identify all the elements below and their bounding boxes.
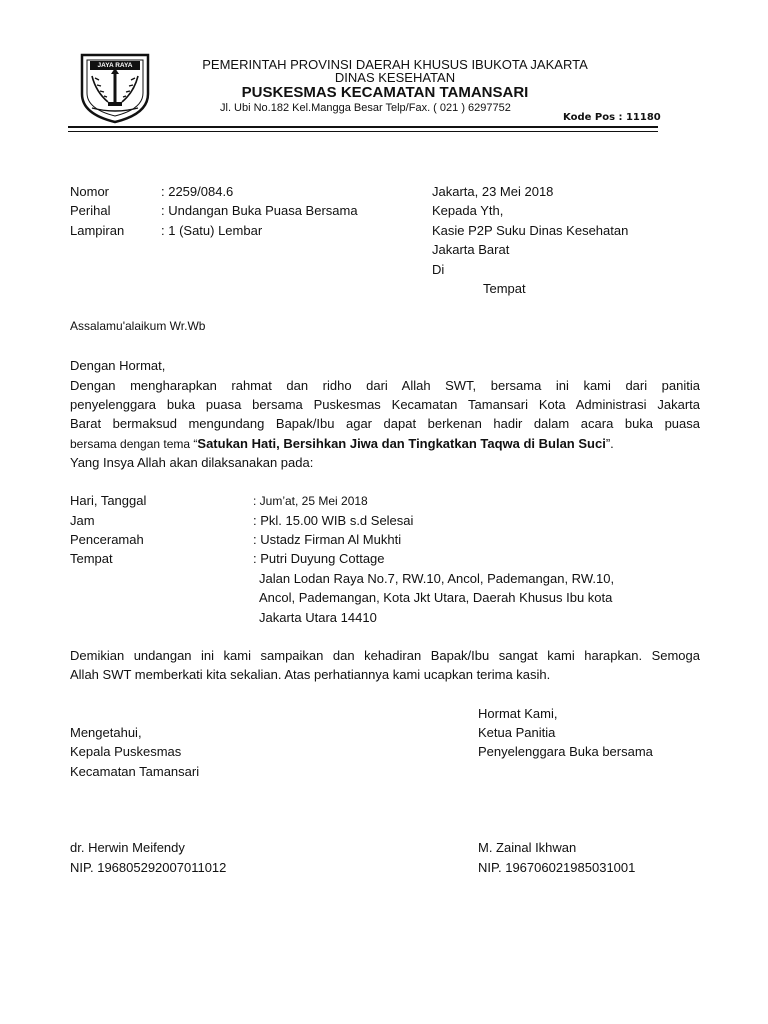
theme-prefix: bersama dengan tema “ bbox=[70, 437, 198, 451]
closing-line1: Demikian undangan ini kami sampaikan dan kehadiran Bapak/Ibu sangat kami harapkan. Semoga bbox=[70, 648, 700, 663]
emblem-motto: JAYA RAYA bbox=[97, 62, 133, 69]
paragraph1-line3: Barat bermaksud mengundang Bapak/Ibu agar dapat berkenan hadir dalam acara buka puasa bbox=[70, 416, 700, 431]
greeting-hormat: Dengan Hormat, bbox=[70, 358, 166, 373]
paragraph1-line5: Yang Insya Allah akan dilaksanakan pada: bbox=[70, 455, 314, 470]
hari-label: Hari, Tanggal bbox=[70, 493, 147, 508]
header-divider-thin bbox=[68, 131, 658, 132]
institution-name: PUSKESMAS KECAMATAN TAMANSARI bbox=[241, 84, 529, 101]
sign-right-name: M. Zainal Ikhwan bbox=[478, 840, 577, 855]
sign-right-nip: NIP. 196706021985031001 bbox=[478, 860, 636, 875]
tempat-value: : Putri Duyung Cottage bbox=[253, 551, 385, 566]
sign-left-name: dr. Herwin Meifendy bbox=[70, 840, 185, 855]
recipient-di: Di bbox=[432, 262, 445, 277]
lampiran-label: Lampiran bbox=[70, 223, 125, 238]
sign-left-line1: Mengetahui, bbox=[70, 725, 142, 740]
penceramah-value: : Ustadz Firman Al Mukhti bbox=[253, 532, 402, 547]
closing-line2: Allah SWT memberkati kita sekalian. Atas perhatiannya kami ucapkan terima kasih. bbox=[70, 667, 551, 682]
theme-suffix: ”. bbox=[605, 436, 614, 451]
nomor-value: : 2259/084.6 bbox=[161, 184, 234, 199]
venue-address-line2: Ancol, Pademangan, Kota Jkt Utara, Daerah Khusus Ibu kota bbox=[259, 590, 613, 605]
government-name: PEMERINTAH PROVINSI DAERAH KHUSUS IBUKOTA JAKARTA bbox=[202, 57, 588, 72]
sign-left-nip: NIP. 196805292007011012 bbox=[70, 860, 227, 875]
event-theme: Satukan Hati, Bersihkan Jiwa dan Tingkatkan Taqwa di Bulan Suci bbox=[197, 436, 606, 451]
institution-address: Jl. Ubi No.182 Kel.Mangga Besar Telp/Fax. ( 021 ) 6297752 bbox=[220, 102, 511, 114]
tempat-label: Tempat bbox=[70, 551, 113, 566]
letter-date: Jakarta, 23 Mei 2018 bbox=[432, 184, 554, 199]
greeting-salam: Assalamu'alaikum Wr.Wb bbox=[70, 319, 206, 333]
department-name: DINAS KESEHATAN bbox=[334, 70, 456, 85]
venue-address-line3: Jakarta Utara 14410 bbox=[259, 610, 377, 625]
lampiran-value: : 1 (Satu) Lembar bbox=[161, 223, 263, 238]
hari-value: : Jum’at, 25 Mei 2018 bbox=[253, 494, 368, 508]
postal-code: Kode Pos : 11180 bbox=[563, 112, 661, 123]
sign-left-line2: Kepala Puskesmas bbox=[70, 744, 182, 759]
penceramah-label: Penceramah bbox=[70, 532, 144, 547]
recipient-title: Kasie P2P Suku Dinas Kesehatan bbox=[432, 223, 629, 238]
jam-value: : Pkl. 15.00 WIB s.d Selesai bbox=[253, 513, 414, 528]
nomor-label: Nomor bbox=[70, 184, 110, 199]
paragraph1-line4 bbox=[70, 436, 614, 452]
sign-left-line3: Kecamatan Tamansari bbox=[70, 764, 200, 779]
paragraph1-line1: Dengan mengharapkan rahmat dan ridho dari Allah SWT, bersama ini kami dari panitia bbox=[70, 378, 700, 393]
venue-address-line1: Jalan Lodan Raya No.7, RW.10, Ancol, Pademangan, RW.10, bbox=[259, 571, 615, 586]
perihal-label: Perihal bbox=[70, 203, 111, 218]
perihal-value: : Undangan Buka Puasa Bersama bbox=[161, 203, 358, 218]
header-divider-thick bbox=[68, 126, 658, 128]
jakarta-emblem-icon bbox=[78, 52, 152, 124]
recipient-place: Tempat bbox=[483, 281, 526, 296]
sign-right-line3: Penyelenggara Buka bersama bbox=[478, 744, 653, 759]
jam-label: Jam bbox=[70, 513, 95, 528]
recipient-city: Jakarta Barat bbox=[432, 242, 510, 257]
sign-right-line2: Ketua Panitia bbox=[478, 725, 556, 740]
recipient-salutation: Kepada Yth, bbox=[432, 203, 504, 218]
sign-right-line1: Hormat Kami, bbox=[478, 706, 558, 721]
paragraph1-line2: penyelenggara buka puasa bersama Puskesmas Kecamatan Tamansari Kota Administrasi Jakarta bbox=[70, 397, 700, 412]
